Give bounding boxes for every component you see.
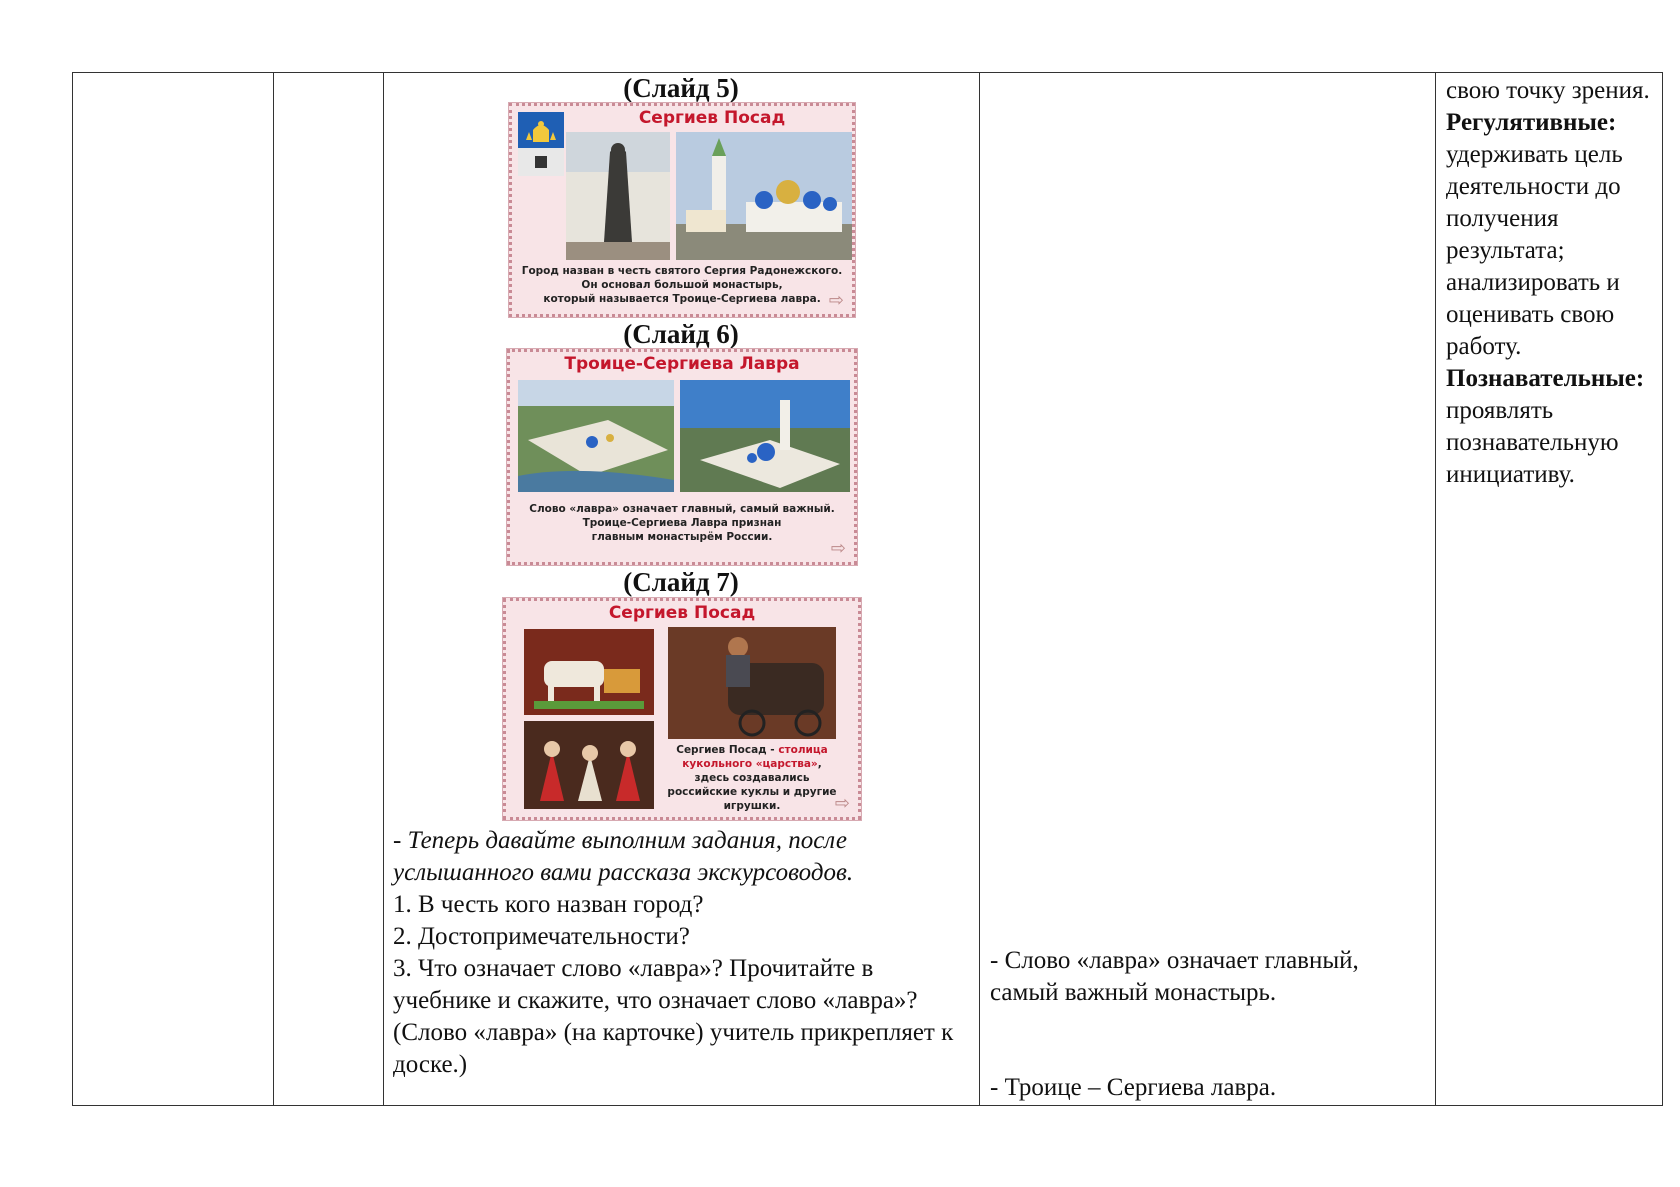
- lavra-aerial-photo-1: [518, 380, 674, 492]
- lesson-table: [72, 72, 1663, 1106]
- uud-cognitive-title: Познавательные:: [1446, 365, 1645, 392]
- uud-communicative-end: свою точку зрения.: [1446, 77, 1650, 104]
- lavra-aerial-photo-2: [680, 380, 850, 492]
- question-1: 1. В честь кого назван город?: [393, 891, 704, 918]
- next-arrow-icon: ⇨: [830, 538, 846, 559]
- slide-5: [509, 103, 855, 317]
- question-2: 2. Достопримечательности?: [393, 923, 690, 950]
- next-arrow-icon: ⇨: [834, 793, 850, 814]
- slide-7-heading: Сергиев Посад: [608, 603, 756, 623]
- uud-regulative-text: удерживать цель деятельности до получения результата; анализировать и оценивать свою работу.: [1446, 141, 1623, 360]
- slide-6: [507, 349, 857, 565]
- teacher-intro: - Теперь давайте выполним задания, после услышанного вами рассказа экскурсоводов.: [393, 827, 854, 886]
- teacher-text: [393, 825, 969, 1081]
- slide-5-label: (Слайд 5): [623, 73, 739, 103]
- question-3: 3. Что означает слово «лавра»? Прочитайте в учебнике и скажите, что означает слово «лавра»? (Слово «лавра» (на карточке) учитель прикрепляет к доске.): [393, 955, 954, 1078]
- dolls-photo: [524, 721, 654, 809]
- cathedral-photo: [676, 132, 852, 260]
- uud-cell: [1435, 73, 1663, 1105]
- uud-regulative-title: Регулятивные:: [1446, 109, 1617, 136]
- slide-5-heading: Сергиев Посад: [638, 108, 786, 128]
- slide-7-caption: [664, 743, 840, 813]
- coat-of-arms-image: [518, 112, 564, 176]
- slide-5-caption-line: который называется Троице-Сергиева лавра.: [543, 293, 821, 305]
- teacher-activity-cell: [383, 73, 979, 1105]
- slide-7-caption-end: , здесь создавались российские куклы и другие игрушки.: [667, 758, 837, 812]
- slide-6-heading: Троице-Сергиева Лавра: [564, 354, 800, 374]
- slide-7-caption-highlight: столица кукольного «царства»: [682, 744, 828, 770]
- toy-horses-photo: [524, 629, 654, 715]
- student-answer-2: - Троице – Сергиева лавра.: [990, 1074, 1277, 1101]
- student-answer-1: - Слово «лавра» означает главный, самый важный монастырь.: [990, 947, 1359, 1006]
- slide-7: [503, 598, 861, 820]
- column-divider: [273, 73, 274, 1105]
- slide-5-caption-line: Город назван в честь святого Сергия Радонежского.: [521, 265, 843, 277]
- slide-6-caption-line: Троице-Сергиева Лавра признан: [582, 517, 782, 529]
- toy-carriage-photo: [668, 627, 836, 739]
- next-arrow-icon: ⇨: [828, 290, 844, 311]
- slide-6-label: (Слайд 6): [623, 319, 739, 349]
- slide-7-label: (Слайд 7): [623, 567, 739, 597]
- slide-7-caption-start: Сергиев Посад -: [676, 744, 779, 756]
- slide-6-caption-line: Слово «лавра» означает главный, самый важный.: [529, 503, 835, 515]
- monument-photo: [566, 132, 670, 260]
- student-activity-cell: [979, 73, 1435, 1105]
- slide-6-caption-line: главным монастырём России.: [591, 531, 773, 543]
- slide-5-caption-line: Он основал большой монастырь,: [581, 279, 783, 291]
- uud-cognitive-text: проявлять познавательную инициативу.: [1446, 397, 1619, 488]
